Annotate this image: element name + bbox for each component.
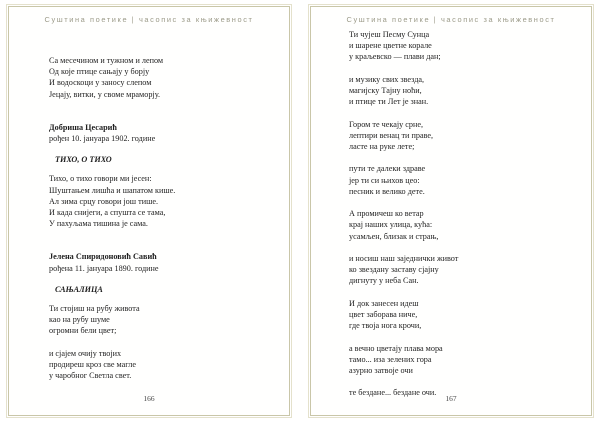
author-name: Добриша Цесарић [49,122,117,132]
verse-line: и шарене цветне корале [349,41,432,51]
verse-line: И када снијеги, а спушта се тама, [49,208,166,218]
verse-line: као на рубу шуме [49,315,110,325]
verse-line: Ти чујеш Песму Сунца [349,30,430,39]
verse-line: а вечно цветају плава мора [349,343,443,353]
verse-line: Јецају, витки, у своме мраморју. [49,89,161,99]
verse-line: у чаробног Светла свет. [49,371,132,381]
verse-line: ко звездану заставу сјајну [349,265,439,275]
verse-line: дигнуту у неба Сан. [349,276,419,286]
right-page [310,6,592,416]
left-page [8,6,290,416]
verse-line: у краљевско — плави дан; [349,52,441,62]
left-page-content [49,55,259,381]
verse-line: огромни бели цвет; [49,326,117,336]
verse-line: продиреш кроз све магле [49,360,136,370]
running-head: Суштина поетике | часопис за књижевност [44,15,254,24]
verse-line: И водоскоци у заносу слепом [49,78,152,88]
verse-line: Ал зима срцу говори још тише. [49,196,159,206]
verse-line: и птице ти Лет је знан. [349,97,429,107]
verse-line: ласте на руке лете; [349,142,415,151]
verse-line: јер ти си њихов цео: [349,175,420,185]
verse-line: У пахуљама тишина је сама. [49,219,148,229]
verse-line: и носиш наш заједнички живот [349,253,459,263]
running-head: Суштина поетике | часопис за књижевност [346,15,556,24]
verse-line: песник и велико дете. [349,186,425,196]
verse-line: те бездане... бездане очи. [349,388,437,398]
author-birth: рођен 10. јануара 1902. године [49,134,156,144]
verse-line: лептири венац ти праве, [349,130,434,140]
author-birth: рођена 11. јануара 1890. године [49,263,159,273]
page-number: 167 [445,394,457,403]
verse-line: азурно затвоје очи [349,365,413,375]
verse-line: и музику свих звезда, [349,74,425,84]
verse-line: И док занесен идеш [349,298,419,308]
verse-line: цвет заборава ниче, [349,309,418,319]
right-page-content [349,29,559,399]
verse-line: Тихо, о тихо говори ми јесен: [49,174,152,184]
verse-line: пути те далеки здраве [349,164,426,174]
verse-line: Шуштањем лишћа и шапатом кише. [49,185,176,195]
author-name: Јелена Спиридоновић Савић [49,252,157,262]
verse-line: Гором те чекају срне, [349,119,424,129]
verse-line: и сјајем очију твојих [49,348,122,358]
verse-line: Са месечином и тужном и лепом [49,56,164,65]
verse-line: тамо... иза зелених гора [349,354,432,364]
verse-line: крај наших улица, кућа: [349,220,433,230]
verse-line: А промичеш ко ветар [349,209,424,219]
verse-line: где твоја нога крочи, [349,321,422,331]
verse-line: Од које птице сањају у борју [49,67,150,77]
verse-line: усамљен, близак и страњ, [349,231,439,241]
verse-line: магијску Тајну ноћи, [349,86,422,95]
page-number: 166 [143,394,155,403]
poem-title: САЊАЛИЦА [55,284,103,294]
verse-line: Ти стојиш на рубу живота [49,304,140,314]
poem-title: ТИХО, О ТИХО [55,155,112,165]
